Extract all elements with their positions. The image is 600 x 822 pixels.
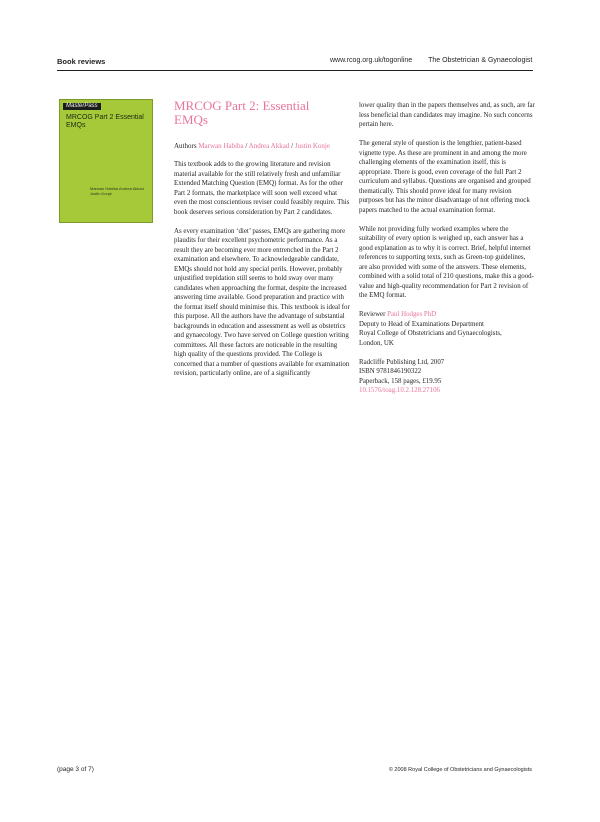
doi-link[interactable]: 10.1576/toag.10.2.128.27106	[359, 387, 440, 394]
reviewer-affiliation: Royal College of Obstetricians and Gynaecologists,	[359, 330, 502, 337]
review-paragraph: The general style of question is the lengthier, patient-based vignette type. As these are prominent in and among the more challenging elements of the examination itself, this is appropriate. There is good, even coverage of the full Part 2 curriculum and syllabus. Questions are organised and grouped thematically. This should prove ideal for many revision purposes but has the minor disadvantage of not offering mock papers matched to the actual examination format.	[359, 140, 531, 214]
journal-url[interactable]: www.rcog.org.uk/togonline	[330, 57, 413, 64]
book-cover-image	[59, 99, 153, 223]
review-title: MRCOG Part 2: Essential EMQs	[174, 98, 310, 127]
section-label: Book reviews	[57, 57, 106, 66]
header-right	[330, 57, 532, 64]
review-column-left	[174, 160, 350, 388]
author-link[interactable]: Marwan Habiba	[198, 142, 244, 150]
format-price-line: Paperback, 158 pages, £19.95	[359, 377, 442, 385]
authors-line: Authors Marwan Habiba / Andrea Akkad / Justin Konje	[174, 142, 330, 150]
publisher-line: Radcliffe Publishing Ltd, 2007	[359, 358, 445, 366]
page-number: (page 3 of 7)	[57, 766, 94, 773]
journal-name: The Obstetrician & Gynaecologist	[428, 57, 533, 64]
reviewer-affiliation: Deputy to Head of Examinations Department	[359, 320, 484, 328]
publication-details	[359, 358, 535, 396]
review-paragraph: While not providing fully worked examples where the suitability of every option is weighed up, each answer has a good explanation as to why it is correct. Brief, helpful internet references to supporting texts, such as Green-top guidelines, are also provided with some of the answers. These elements, combined with a solid total of 210 questions, make this a good-value and high-quality recommendation for Part 2 revision of the EMQ format.	[359, 225, 534, 299]
review-paragraph: As every examination ‘diet’ passes, EMQs are gathering more plaudits for their excellent psychometric performance. As a result they are becoming ever more entrenched in the Part 2 examination and elsewhere. To acknowledgeable candidate, EMQs should not hold any special perils. However, probably unjustified trepidation still seems to hold sway over many candidates when approaching the format, despite the increased answering time available. Good preparation and practice with the format itself should minimise this. This textbook is ideal for this purpose. All the authors have the advantage of substantial backgrounds in education and assessment as well as obstetrics and gynaecology. Two have served on College question writing committees. All these factors are noticeable in the resulting high quality of the questions provided. The College is concerned that a number of questions available for examination revision, particularly online, are of a significantly	[174, 227, 350, 377]
cover-series-label: MasterPass	[63, 103, 101, 110]
author-link[interactable]: Andrea Akkad	[248, 142, 290, 150]
authors-label: Authors	[174, 142, 197, 150]
cover-authors: Marwan Habiba Andrea Akkad Justin Konje	[90, 186, 144, 196]
reviewer-affiliation: London, UK	[359, 339, 394, 347]
reviewer-label: Reviewer	[359, 311, 386, 318]
review-paragraph: lower quality than in the papers themselves and, as such, are far less beneficial than candidates may imagine. No such concerns pertain here.	[359, 102, 535, 128]
header-divider	[57, 70, 533, 71]
review-column-right	[359, 101, 535, 396]
cover-title: MRCOG Part 2 Essential EMQs	[66, 114, 144, 129]
reviewer-line	[359, 310, 535, 320]
reviewer-name-link[interactable]: Paul Hodges PhD	[387, 311, 437, 318]
reviewer-block	[359, 310, 535, 348]
author-link[interactable]: Justin Konje	[294, 142, 330, 150]
review-paragraph: This textbook adds to the growing literature and revision material available for the still relatively fresh and unfamiliar Extended Matching Question (EMQ) format. As for the other Part 2 formats, the marketplace will soon well exceed what even the most conscientious reviser could feasibly require. This book deserves serious consideration by Part 2 candidates.	[174, 161, 350, 216]
copyright-notice: © 2008 Royal College of Obstetricians and Gynaecologists	[388, 767, 532, 773]
isbn-line: ISBN 9781846190322	[359, 368, 422, 375]
